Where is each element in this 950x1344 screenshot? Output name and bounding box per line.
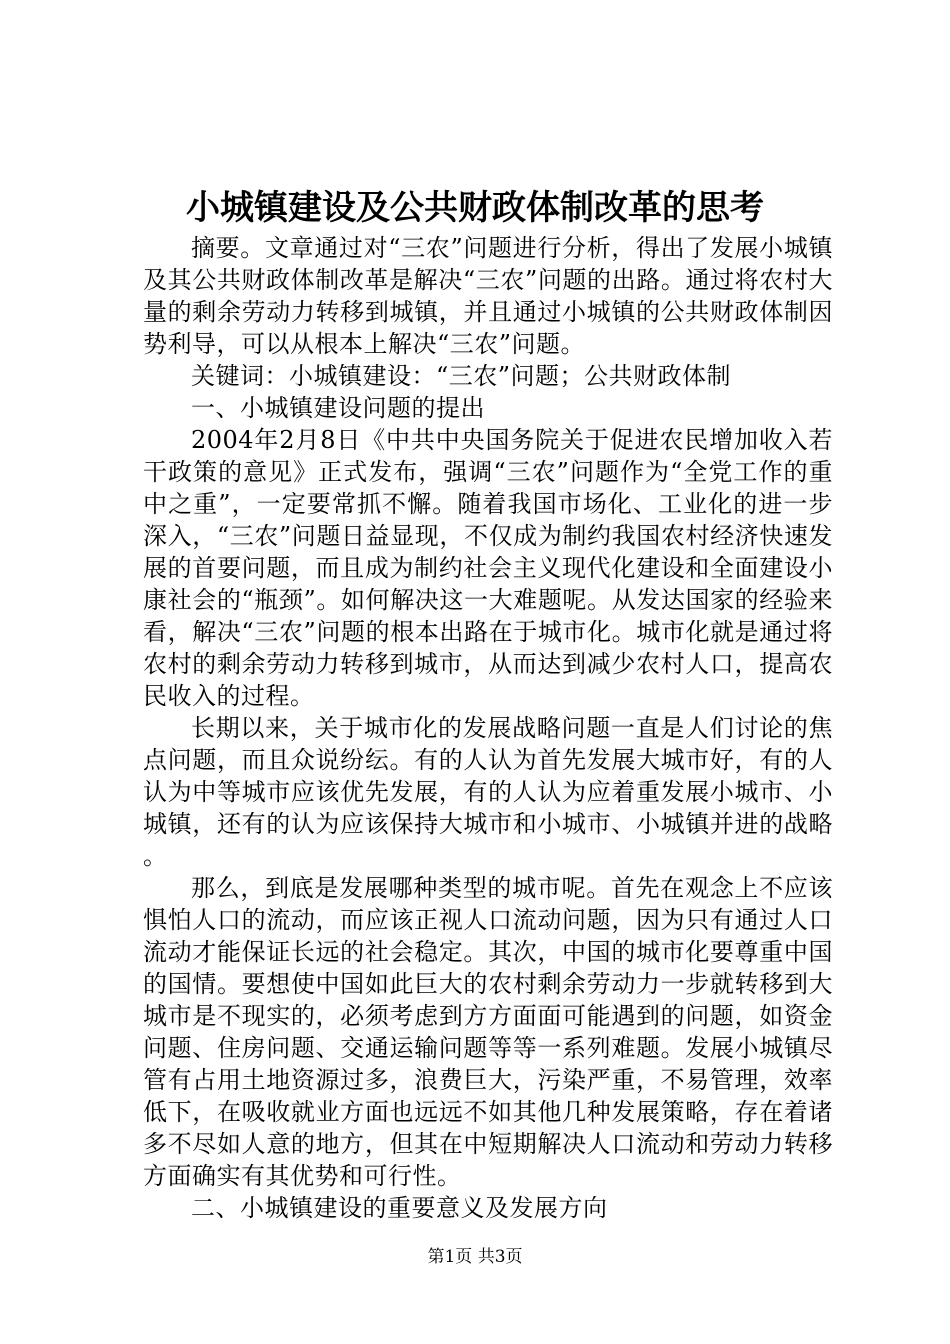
document-title: 小城镇建设及公共财政体制改革的思考: [186, 188, 764, 228]
body-paragraph: 长期以来，关于城市化的发展战略问题一直是人们讨论的焦点问题，而且众说纷纭。有的人认为首先发展大城市好，有的人认为中等城市应该优先发展，有的人认为应着重发展小城市、小城镇，还有的认为应该保持大城市和小城市、小城镇并进的战略。: [143, 714, 833, 870]
page-footer: 第1页 共3页: [427, 1247, 523, 1267]
body-paragraph: 2004年2月8日《中共中央国务院关于促进农民增加收入若干政策的意见》正式发布，强调“三农”问题作为“全党工作的重中之重”，一定要常抓不懈。随着我国市场化、工业化的进一步深入，“三农”问题日益显现，不仅成为制约我国农村经济快速发展的首要问题，而且成为制约社会主义现代化建设和全面建设小康社会的“瓶颈”。如何解决这一大难题呢。从发达国家的经验来看，解决“三农”问题的根本出路在于城市化。城市化就是通过将农村的剩余劳动力转移到城市，从而达到减少农村人口，提高农民收入的过程。: [143, 426, 833, 710]
keywords-paragraph: 关键词：小城镇建设：“三农”问题；公共财政体制: [191, 362, 732, 390]
section-heading-1: 一、小城镇建设问题的提出: [191, 394, 485, 422]
abstract-paragraph: 摘要。文章通过对“三农”问题进行分析，得出了发展小城镇及其公共财政体制改革是解决“三农”问题的出路。通过将农村大量的剩余劳动力转移到城镇，并且通过小城镇的公共财政体制因势利导，可以从根本上解决“三农”问题。: [143, 234, 833, 358]
section-heading-2: 二、小城镇建设的重要意义及发展方向: [191, 1194, 608, 1222]
document-body: [143, 232, 833, 1224]
body-paragraph: 那么，到底是发展哪种类型的城市呢。首先在观念上不应该惧怕人口的流动，而应该正视人口流动问题，因为只有通过人口流动才能保证长远的社会稳定。其次，中国的城市化要尊重中国的国情。要想使中国如此巨大的农村剩余劳动力一步就转移到大城市是不现实的，必须考虑到方方面面可能遇到的问题，如资金问题、住房问题、交通运输问题等等一系列难题。发展小城镇尽管有占用土地资源过多，浪费巨大，污染严重，不易管理，效率低下，在吸收就业方面也远远不如其他几种发展策略，存在着诸多不尽如人意的地方，但其在中短期解决人口流动和劳动力转移方面确实有其优势和可行性。: [143, 874, 833, 1190]
